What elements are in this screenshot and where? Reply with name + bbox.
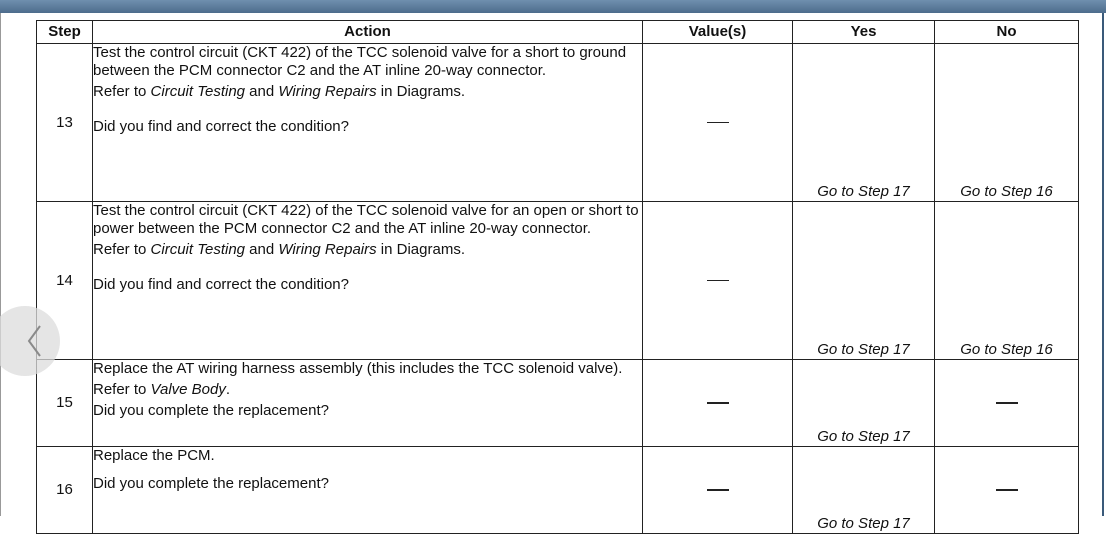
action-question: Did you find and correct the condition? (93, 118, 349, 135)
no-go-to-step[interactable]: Go to Step 16 (935, 202, 1079, 360)
step-number: 13 (37, 44, 93, 202)
action-question: Did you complete the replacement? (93, 402, 329, 419)
action-instruction: Replace the PCM. (93, 447, 215, 464)
yes-go-to-step[interactable]: Go to Step 17 (793, 202, 935, 360)
no-cell (935, 447, 1079, 534)
reference-and: and (245, 241, 279, 258)
step-number: 15 (37, 360, 93, 447)
value-cell (643, 360, 793, 447)
table-header-row (37, 21, 1079, 44)
window-top-bar (0, 0, 1106, 13)
no-dash (996, 489, 1018, 491)
value-cell (643, 202, 793, 360)
action-instruction: Test the control circuit (CKT 422) of the TCC solenoid valve for a short to ground between the PCM connector C2 and the AT inline 20-way connector. (93, 44, 627, 79)
action-reference (93, 83, 642, 101)
action-instruction: Test the control circuit (CKT 422) of the TCC solenoid valve for an open or short to power between the PCM connector C2 and the AT inline 20-way connector. (93, 202, 639, 237)
reference-suffix: in Diagrams. (376, 83, 465, 100)
action-question: Did you find and correct the condition? (93, 276, 349, 293)
action-cell (93, 44, 643, 202)
yes-go-to-step[interactable]: Go to Step 17 (793, 44, 935, 202)
step-number: 14 (37, 202, 93, 360)
no-dash (996, 402, 1018, 404)
reference-suffix: in Diagrams. (376, 241, 465, 258)
reference-link-circuit-testing[interactable]: Circuit Testing (150, 241, 246, 258)
reference-suffix: . (225, 381, 231, 398)
header-yes: Yes (793, 21, 935, 44)
action-question: Did you complete the replacement? (93, 475, 329, 492)
reference-and: and (245, 83, 279, 100)
reference-prefix: Refer to (93, 241, 151, 258)
table-row-step-15 (37, 360, 1079, 447)
reference-prefix: Refer to (93, 381, 151, 398)
action-cell (93, 447, 643, 534)
reference-prefix: Refer to (93, 83, 151, 100)
header-no: No (935, 21, 1079, 44)
action-cell (93, 360, 643, 447)
action-cell (93, 202, 643, 360)
value-cell (643, 44, 793, 202)
yes-go-to-step[interactable]: Go to Step 17 (793, 360, 935, 447)
reference-link-wiring-repairs[interactable]: Wiring Repairs (278, 241, 377, 258)
reference-link-valve-body[interactable]: Valve Body (150, 381, 226, 398)
diagnostic-procedure-table (36, 20, 1079, 534)
header-action: Action (93, 21, 643, 44)
value-dash (707, 122, 729, 124)
reference-link-wiring-repairs[interactable]: Wiring Repairs (278, 83, 377, 100)
table-row-step-14 (37, 202, 1079, 360)
table-row-step-13 (37, 44, 1079, 202)
table-row-step-16 (37, 447, 1079, 534)
step-number: 16 (37, 447, 93, 534)
no-go-to-step[interactable]: Go to Step 16 (935, 44, 1079, 202)
header-values: Value(s) (643, 21, 793, 44)
header-step: Step (37, 21, 93, 44)
action-reference (93, 381, 642, 399)
chevron-left-icon (26, 324, 42, 358)
reference-link-circuit-testing[interactable]: Circuit Testing (150, 83, 246, 100)
value-dash (707, 489, 729, 491)
value-dash (707, 402, 729, 404)
yes-go-to-step[interactable]: Go to Step 17 (793, 447, 935, 534)
value-cell (643, 447, 793, 534)
no-cell (935, 360, 1079, 447)
action-reference (93, 241, 642, 259)
action-instruction: Replace the AT wiring harness assembly (this includes the TCC solenoid valve). (93, 360, 623, 377)
value-dash (707, 280, 729, 282)
